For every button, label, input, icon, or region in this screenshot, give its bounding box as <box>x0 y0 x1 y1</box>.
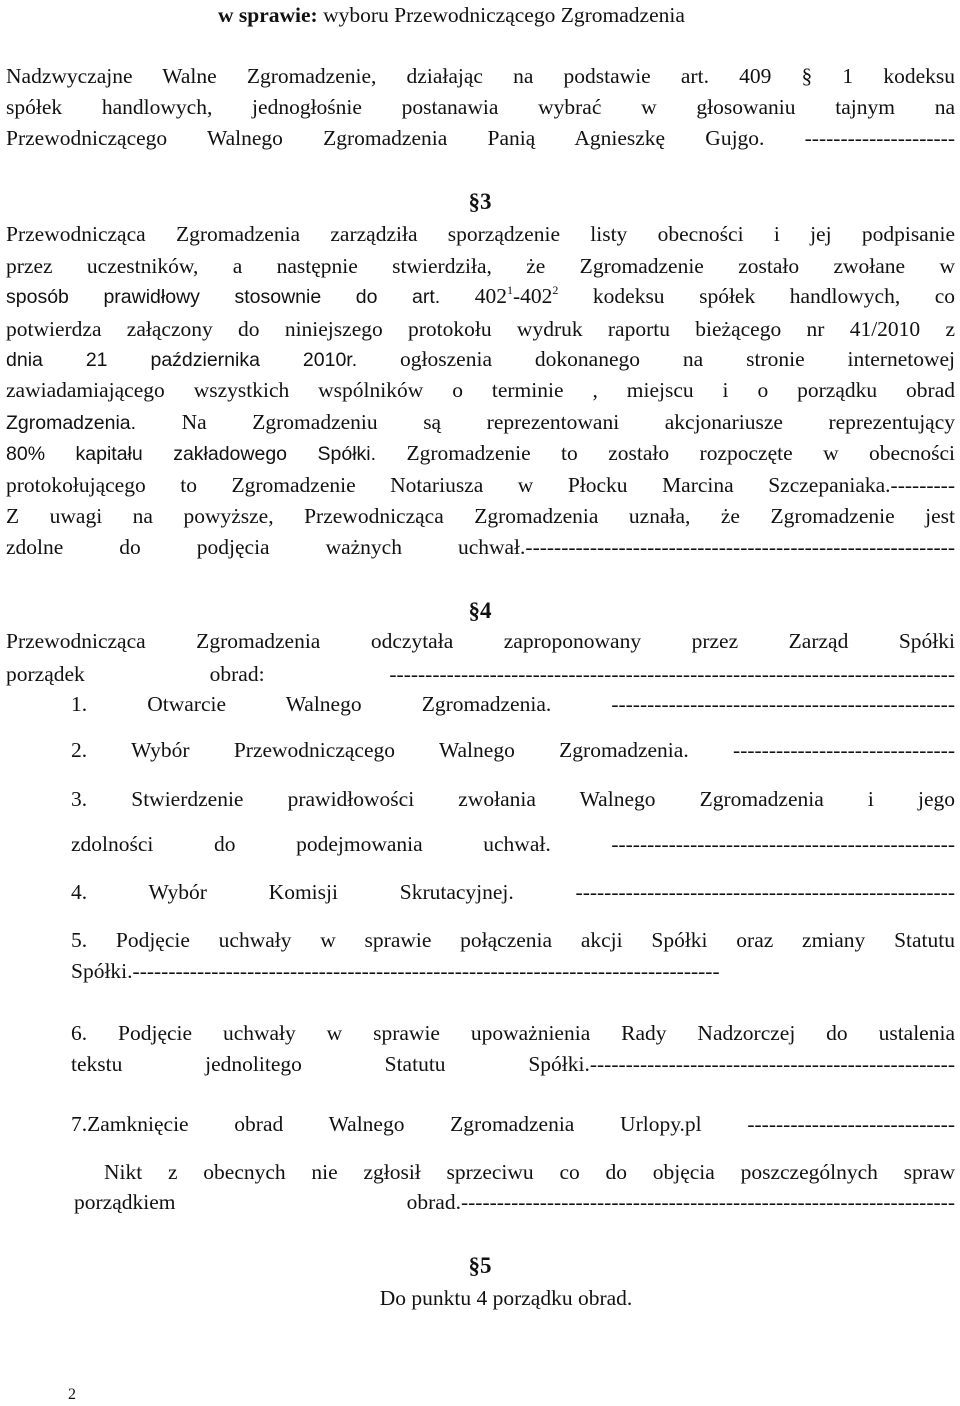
s3-line7 <box>6 408 955 437</box>
agenda-item: 1. Otwarcie Walnego Zgromadzenia. ------------------------------------------------ <box>71 692 955 716</box>
s3-line5-part-b: ogłoszenia dokonanego na stronie internetowej <box>400 347 955 371</box>
section-5-heading <box>0 1251 960 1281</box>
s3-line5 <box>6 345 955 374</box>
s3-line7-part-b: Na Zgromadzeniu są reprezentowani akcjonariusze reprezentujący <box>136 410 955 434</box>
para2-line2: spółek handlowych, jednogłośnie postanawia wybrać w głosowaniu tajnym na <box>6 95 955 119</box>
agenda-item: 4. Wybór Komisji Skrutacyjnej. ----------------------------------------------------- <box>71 880 955 904</box>
s3-line10: Z uwagi na powyższe, Przewodnicząca Zgromadzenia uznała, że Zgromadzenie jest <box>6 504 955 528</box>
s3-line3 <box>6 282 955 311</box>
para2-line1: Nadzwyczajne Walne Zgromadzenie, działając na podstawie art. 409 § 1 kodeksu <box>6 64 955 88</box>
s3-line3-part-a: sposób prawidłowy stosownie do art. <box>6 286 441 308</box>
section-mark: § <box>468 598 480 623</box>
section-mark: § <box>468 189 480 214</box>
agenda-item: Spółki.---------------------------------------------------------------------------------- <box>71 959 720 983</box>
section-mark: § <box>468 1253 480 1278</box>
s3-line8-part-b: Zgromadzenie to zostało rozpoczęte w obecności <box>376 441 955 465</box>
s3-line8 <box>6 439 955 468</box>
superscript-2: 2 <box>552 283 559 297</box>
s4-note-line1: Nikt z obecnych nie zgłosił sprzeciwu co do objęcia poszczególnych spraw <box>104 1160 955 1184</box>
agenda-item: 3. Stwierdzenie prawidłowości zwołania Walnego Zgromadzenia i jego <box>71 787 955 811</box>
s3-line8-part-a: 80% kapitału zakładowego Spółki. <box>6 443 377 465</box>
section-number: 4 <box>480 598 492 623</box>
s3-line7-part-a: Zgromadzenia. <box>6 412 137 434</box>
s3-line3-part-d: kodeksu spółek handlowych, co <box>558 284 956 308</box>
agenda-item: 7.Zamknięcie obrad Walnego Zgromadzenia Urlopy.pl ----------------------------- <box>71 1112 955 1136</box>
subject-text: wyboru Przewodniczącego Zgromadzenia <box>317 3 685 27</box>
agenda-item: tekstu jednolitego Statutu Spółki.--------------------------------------------------- <box>71 1052 955 1076</box>
section-number: 5 <box>480 1253 492 1278</box>
s3-line3-part-b: 402 <box>440 284 507 308</box>
s3-line11: zdolne do podjęcia ważnych uchwał.------------------------------------------------------------ <box>6 535 955 559</box>
s3-line2: przez uczestników, a następnie stwierdziła, że Zgromadzenie zostało zwołane w <box>6 254 955 278</box>
para2-line3: Przewodniczącego Walnego Zgromadzenia Panią Agnieszkę Gujgo. --------------------- <box>6 126 955 150</box>
agenda-item: zdolności do podejmowania uchwał. ------------------------------------------------ <box>71 832 955 856</box>
superscript-1: 1 <box>506 283 513 297</box>
resolution-subject <box>218 1 685 29</box>
subject-prefix: w sprawie: <box>218 3 318 27</box>
section-3-heading <box>0 187 960 217</box>
page-number: 2 <box>68 1386 76 1403</box>
s4-note-line2: porządkiem obrad.--------------------------------------------------------------------- <box>74 1190 955 1214</box>
s5-line: Do punktu 4 porządku obrad. <box>379 1286 633 1310</box>
s3-line6: zawiadamiającego wszystkich wspólników o terminie , miejscu i o porządku obrad <box>6 378 955 402</box>
section-number: 3 <box>480 189 492 214</box>
s3-line4: potwierdza załączony do niniejszego protokołu wydruk raportu bieżącego nr 41/2010 z <box>6 317 955 341</box>
s3-line9: protokołującego to Zgromadzenie Notariusza w Płocku Marcina Szczepaniaka.--------- <box>6 473 955 497</box>
s3-line1: Przewodnicząca Zgromadzenia zarządziła sporządzenie listy obecności i jej podpisanie <box>6 222 955 246</box>
s4-line2: porządek obrad: ------------------------------------------------------------------------------- <box>6 662 955 686</box>
s3-line5-part-a: dnia 21 października 2010r. <box>6 349 358 371</box>
agenda-item: 5. Podjęcie uchwały w sprawie połączenia akcji Spółki oraz zmiany Statutu <box>71 928 955 952</box>
s4-line1: Przewodnicząca Zgromadzenia odczytała zaproponowany przez Zarząd Spółki <box>6 629 955 653</box>
section-4-heading <box>0 596 960 626</box>
s3-line3-part-c: -402 <box>512 284 553 308</box>
agenda-item: 2. Wybór Przewodniczącego Walnego Zgromadzenia. ------------------------------- <box>71 738 955 762</box>
agenda-item: 6. Podjęcie uchwały w sprawie upoważnienia Rady Nadzorczej do ustalenia <box>71 1021 955 1045</box>
